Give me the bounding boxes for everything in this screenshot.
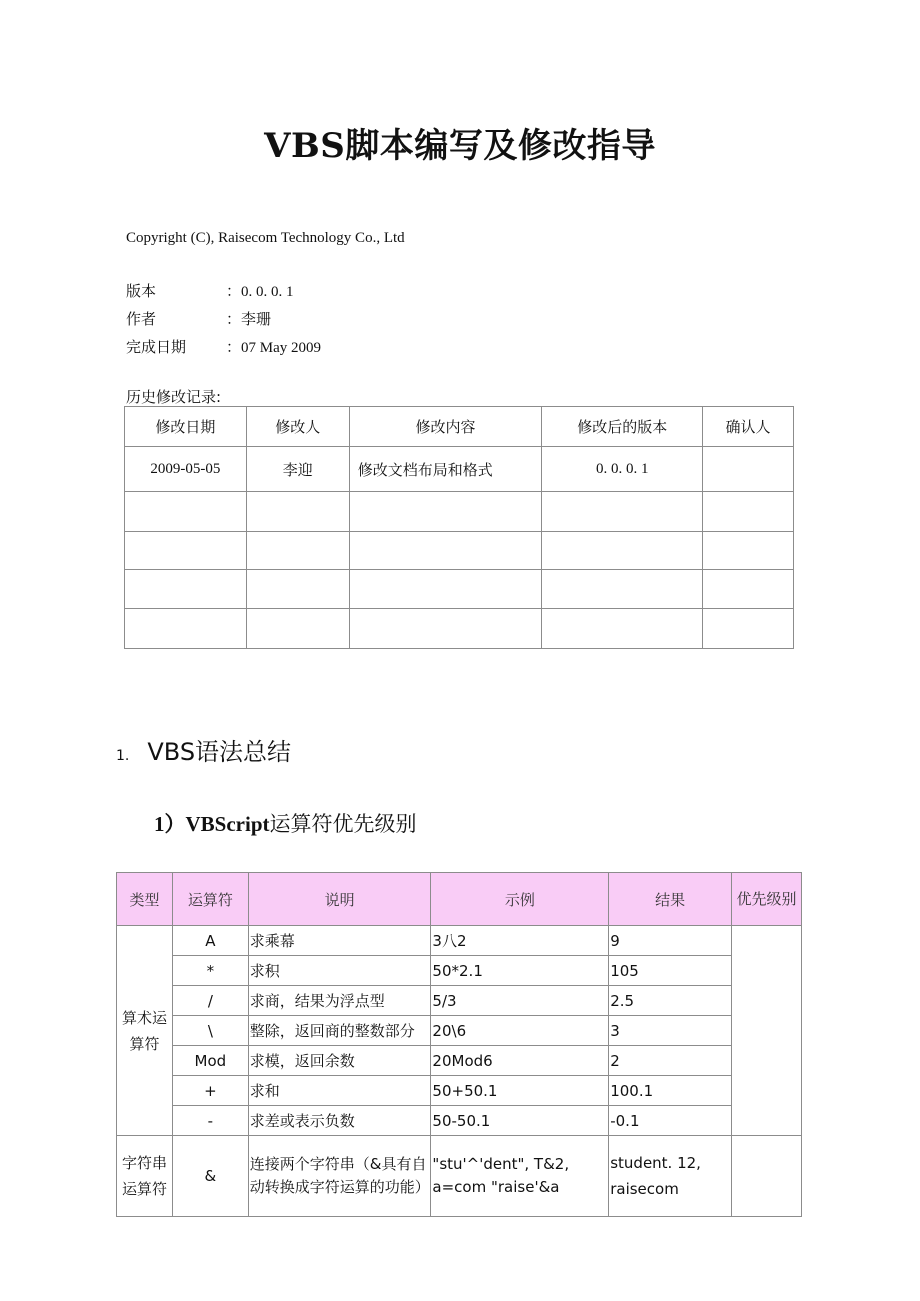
operator-cell: * [172, 956, 248, 986]
history-header-row [125, 407, 794, 447]
meta-value: ：0. 0. 0. 1 [226, 284, 294, 300]
example-cell: 20Mod6 [431, 1046, 609, 1076]
description-cell: 连接两个字符串（&具有自动转换成字符运算的功能） [248, 1136, 431, 1217]
table-row [125, 447, 794, 492]
table-row [117, 1106, 802, 1136]
priority-cell [732, 1136, 802, 1217]
operators-table [116, 872, 802, 1217]
history-header: 修改日期 [125, 407, 247, 447]
history-header: 修改内容 [349, 407, 542, 447]
meta-date [126, 336, 321, 357]
section-heading [116, 732, 291, 767]
operators-header: 结果 [609, 873, 732, 926]
history-label: 历史修改记录: [126, 388, 222, 406]
operator-cell: \ [172, 1016, 248, 1046]
operator-cell: - [172, 1106, 248, 1136]
table-row [117, 956, 802, 986]
section-number: 1. [116, 748, 130, 764]
history-cell [703, 447, 794, 492]
history-header: 确认人 [703, 407, 794, 447]
table-row [117, 1046, 802, 1076]
meta-value: ：07 May 2009 [226, 340, 321, 356]
meta-version [126, 280, 294, 301]
example-cell: "stu'^'dent", T&2, a=com "raise'&a [431, 1136, 609, 1217]
section-title: VBS语法总结 [147, 738, 292, 766]
subsection-title: 运算符优先级别 [269, 812, 417, 836]
table-row [117, 986, 802, 1016]
result-cell: 3 [609, 1016, 732, 1046]
result-cell: 9 [609, 926, 732, 956]
category-cell: 算术运算符 [117, 926, 173, 1136]
description-cell: 求模，返回余数 [248, 1046, 431, 1076]
description-cell: 求和 [248, 1076, 431, 1106]
priority-cell [732, 926, 802, 1136]
meta-value: ：李珊 [226, 312, 272, 328]
history-header: 修改人 [246, 407, 349, 447]
table-row [125, 492, 794, 532]
subsection-heading [154, 808, 417, 838]
description-cell: 求乘幕 [248, 926, 431, 956]
history-table [124, 406, 794, 649]
example-cell: 50-50.1 [431, 1106, 609, 1136]
table-row [117, 926, 802, 956]
operator-cell: & [172, 1136, 248, 1217]
meta-author [126, 308, 271, 329]
table-row [117, 1016, 802, 1046]
operators-header-row [117, 873, 802, 926]
document-title: VBS脚本编写及修改指导 [264, 126, 656, 166]
description-cell: 求积 [248, 956, 431, 986]
example-cell: 20\6 [431, 1016, 609, 1046]
table-row [117, 1136, 802, 1217]
history-header: 修改后的版本 [542, 407, 703, 447]
operator-cell: + [172, 1076, 248, 1106]
description-cell: 求差或表示负数 [248, 1106, 431, 1136]
operator-cell: A [172, 926, 248, 956]
operators-header: 说明 [248, 873, 431, 926]
result-cell: student. 12, raisecom [609, 1136, 732, 1217]
history-cell: 0. 0. 0. 1 [542, 447, 703, 492]
description-cell: 求商，结果为浮点型 [248, 986, 431, 1016]
operator-cell: Mod [172, 1046, 248, 1076]
result-cell: -0.1 [609, 1106, 732, 1136]
table-row [125, 532, 794, 570]
history-cell: 修改文档布局和格式 [349, 447, 542, 492]
operators-header: 运算符 [172, 873, 248, 926]
history-cell: 2009-05-05 [125, 447, 247, 492]
meta-key: 完成日期 [126, 338, 187, 356]
result-cell: 100.1 [609, 1076, 732, 1106]
copyright-text: Copyright (C), Raisecom Technology Co., Ltd [126, 230, 405, 246]
example-cell: 5/3 [431, 986, 609, 1016]
operators-header: 类型 [117, 873, 173, 926]
table-row [117, 1076, 802, 1106]
subsection-prefix: 1）VBScript [154, 812, 270, 836]
table-row [125, 609, 794, 649]
operators-header: 示例 [431, 873, 609, 926]
operators-header: 优先级别 [732, 873, 802, 926]
example-cell: 50+50.1 [431, 1076, 609, 1106]
example-cell: 3八2 [431, 926, 609, 956]
meta-key: 作者 [126, 310, 157, 328]
example-cell: 50*2.1 [431, 956, 609, 986]
description-cell: 整除，返回商的整数部分 [248, 1016, 431, 1046]
category-cell: 字符串运算符 [117, 1136, 173, 1217]
table-row [125, 570, 794, 609]
result-cell: 105 [609, 956, 732, 986]
history-cell: 李迎 [246, 447, 349, 492]
operator-cell: / [172, 986, 248, 1016]
result-cell: 2 [609, 1046, 732, 1076]
result-cell: 2.5 [609, 986, 732, 1016]
meta-key: 版本 [126, 282, 157, 300]
